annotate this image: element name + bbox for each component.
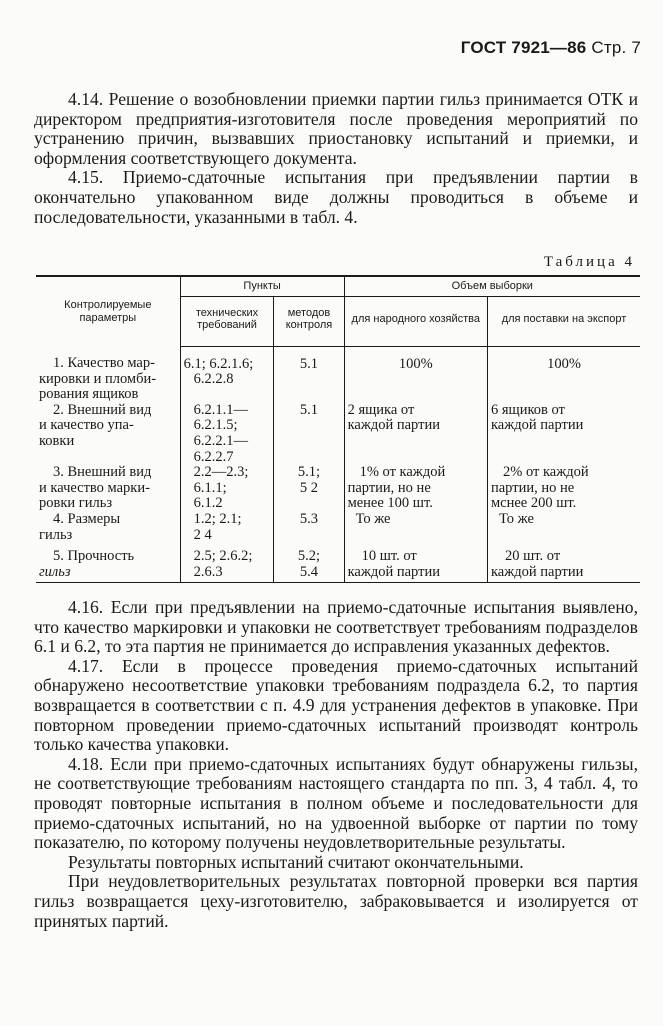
cell-export: 100%	[487, 346, 640, 403]
table-row	[36, 465, 640, 512]
page-header	[461, 38, 641, 58]
col-header-param: Контролируемые параметры	[36, 276, 180, 346]
paragraph-4-15: 4.15. Приемо-сдаточные испытания при предъявлении партии в окончательно упакованном виде должны проводиться в объеме и последовательности, указанными в табл. 4.	[34, 167, 638, 227]
cell-methods: 5.2; 5.4	[274, 543, 344, 583]
cell-param: 3. Внешний вид и качество марки- ровки гильз	[39, 464, 152, 512]
cell-tech: 2.2—2.3; 6.1.1; 6.1.2	[180, 465, 274, 512]
table-row	[36, 543, 640, 583]
cell-methods: 5.1	[274, 346, 344, 403]
table-row	[36, 346, 640, 403]
cell-param: 1. Качество мар- кировки и пломби- рования ящиков	[39, 355, 157, 403]
cell-methods: 5.1; 5 2	[274, 465, 344, 512]
table-row	[36, 403, 640, 465]
col-header-tech: технических требований	[180, 296, 274, 346]
cell-param: 2. Внешний вид и качество упа- ковки	[39, 401, 152, 449]
col-header-volume: Объем выборки	[344, 276, 640, 296]
paragraph-4-16: 4.16. Если при предъявлении на приемо-сдаточные испытания выявлено, что качество маркировки и упаковки не соответствует требованиям подразделов 6.1 и 6.2, то эта партия не принимается до исправления указанных дефектов.	[34, 597, 638, 657]
cell-domestic: То же	[344, 512, 487, 543]
col-header-export: для поставки на экспорт	[487, 296, 640, 346]
cell-export: 6 ящиков от каждой партии	[487, 403, 640, 465]
text-block-top	[34, 90, 638, 227]
col-header-domestic: для народного хозяйства	[344, 296, 487, 346]
paragraph-4-18: 4.18. Если при приемо-сдаточных испытаниях будут обнаружены гильзы, не соответствующие требованиям настоящего стандарта по пп. 3, 4 табл. 4, то проводят повторные испытания в полном объеме и последовательности для приемо-сдаточных испытаний, но на удвоенной выборке от партии по тому показателю, по которому получены неудовлетворительные результаты.	[34, 753, 638, 853]
cell-tech: 6.2.1.1— 6.2.1.5; 6.2.2.1— 6.2.2.7	[180, 403, 274, 465]
col-header-points: Пункты	[180, 276, 344, 296]
col-header-methods: методов контроля	[274, 296, 344, 346]
table-4	[36, 275, 640, 583]
cell-tech: 2.5; 2.6.2; 2.6.3	[180, 543, 274, 583]
paragraph-4-14: 4.14. Решение о возобновлении приемки партии гильз принимается ОТК и директором предприятия-изготовителя после проведения мероприятий по устранению причин, вызвавших приостановку испытаний и приемки, и оформления соответствующего документа.	[34, 89, 638, 168]
cell-export: 20 шт. от каждой партии	[487, 543, 640, 583]
cell-tech: 1.2; 2.1; 2 4	[180, 512, 274, 543]
page-number: Стр. 7	[591, 38, 641, 57]
standard-title: ГОСТ 7921—86	[460, 38, 587, 57]
cell-domestic: 100%	[344, 346, 487, 403]
paragraph-results: Результаты повторных испытаний считают окончательными.	[68, 851, 524, 872]
text-block-bottom	[34, 598, 638, 931]
paragraph-4-17: 4.17. Если в процессе проведения приемо-сдаточных испытаний обнаружено несоответствие упаковки требованиям подраздела 6.2, то партия возвращается в соответствии с п. 4.9 для устранения дефектов в упаковке. При повторном проведении приемо-сдаточных испытаний производят контроль только качества упаковки.	[34, 655, 638, 755]
cell-methods: 5.1	[274, 403, 344, 465]
cell-domestic: 10 шт. от каждой партии	[344, 543, 487, 583]
cell-param: 5. Прочность гильз	[36, 543, 180, 583]
cell-methods: 5.3	[274, 512, 344, 543]
table-caption: Таблица 4	[543, 254, 635, 270]
table-row	[36, 512, 640, 543]
cell-tech: 6.1; 6.2.1.6; 6.2.2.8	[180, 346, 274, 403]
cell-domestic: 2 ящика от каждой партии	[344, 403, 487, 465]
paragraph-rejection: При неудовлетворительных результатах повторной проверки вся партия гильз возвращается цеху-изготовителю, забраковывается и изолируется от принятых партий.	[34, 871, 638, 931]
cell-param: 4. Размеры гильз	[39, 510, 121, 543]
cell-domestic: 1% от каждой партии, но не менее 100 шт.	[344, 465, 487, 512]
cell-export: То же	[487, 512, 640, 543]
cell-export: 2% от каждой партии, но не мснее 200 шт.	[487, 465, 640, 512]
